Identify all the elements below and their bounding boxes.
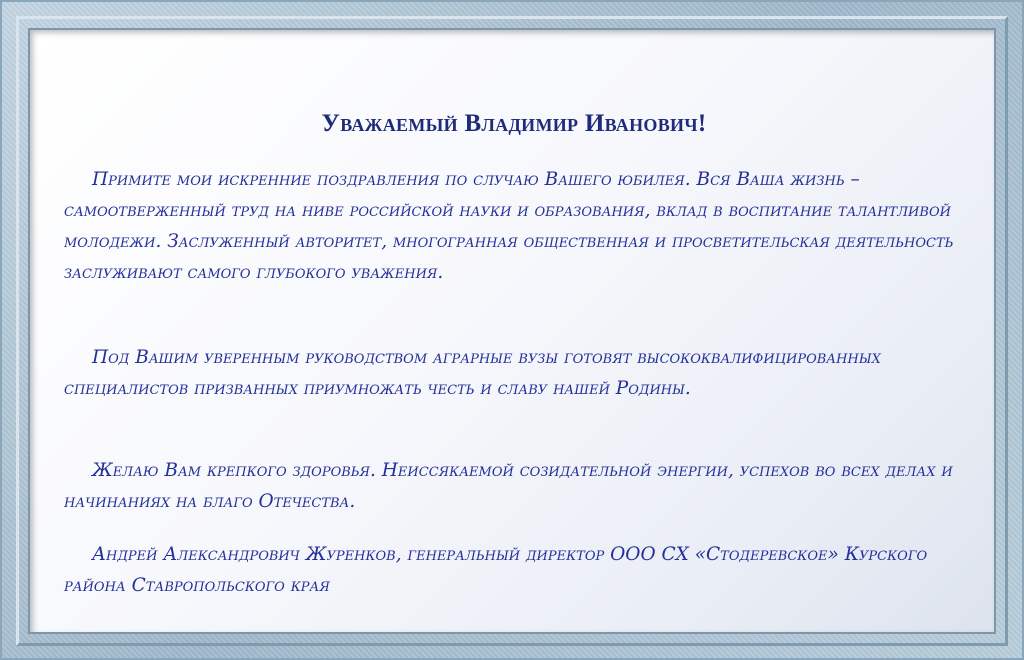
signature-paragraph: Андрей Александрович Журенков, генеральный директор ООО СХ «Стодеревское» Курского района Ставропольского края	[64, 544, 928, 596]
letter-title: Уважаемый Владимир Иванович!	[321, 110, 707, 137]
letter-sheet	[28, 28, 996, 634]
congratulation-paragraph: Примите мои искренние поздравления по случаю Вашего юбилея. Вся Ваша жизнь – самоотверженный труд на ниве российской науки и образования, вклад в воспитание талантливой молодежи. Заслуженный авторитет, многогранная общественная и просветительская деятельность заслуживают самого глубокого уважения.	[64, 169, 954, 283]
wishes-paragraph: Желаю Вам крепкого здоровья. Неиссякаемой созидательной энергии, успехов во всех делах и начинаниях на благо Отечества.	[64, 460, 953, 512]
leadership-paragraph: Под Вашим уверенным руководством аграрные вузы готовят высококвалифицированных специалистов призванных приумножать честь и славу нашей Родины.	[64, 347, 881, 399]
